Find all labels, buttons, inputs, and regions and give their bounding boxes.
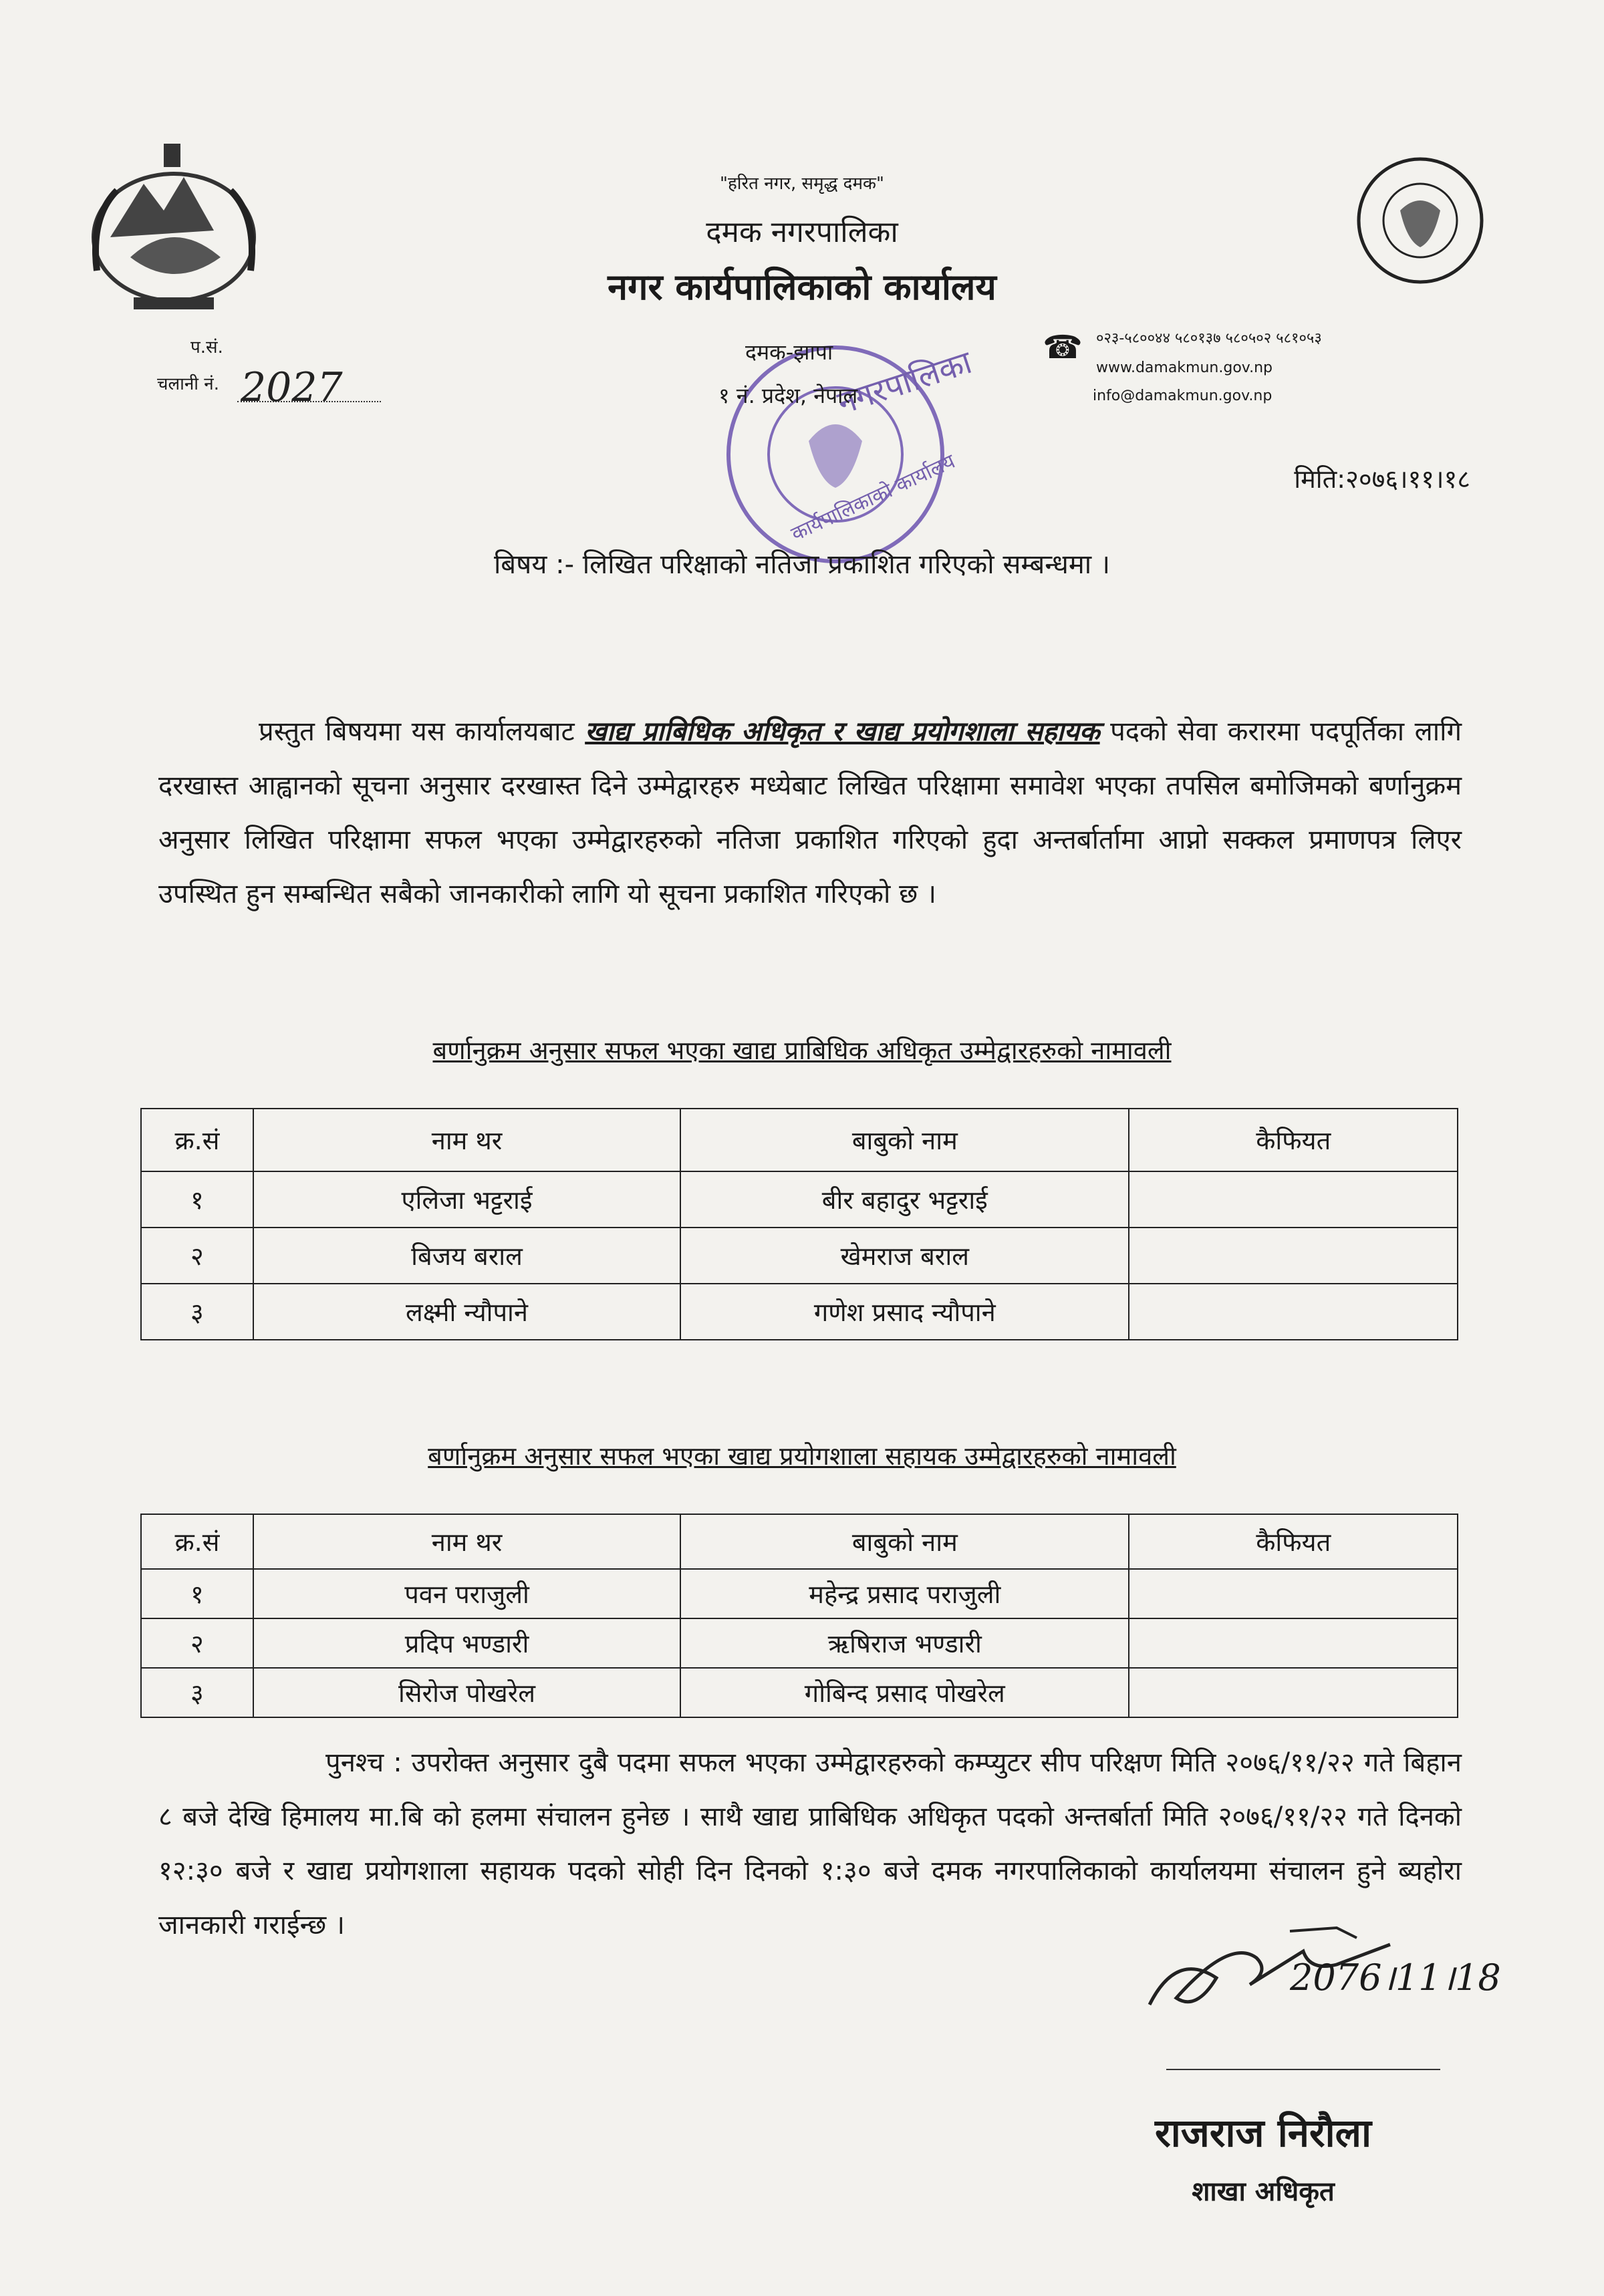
cell-father-name: महेन्द्र प्रसाद पराजुली (680, 1569, 1129, 1618)
cell-remarks (1129, 1618, 1458, 1668)
cell-serial: १ (141, 1171, 253, 1228)
cell-remarks (1129, 1171, 1458, 1228)
col-father-name: बाबुको नाम (680, 1109, 1129, 1171)
col-serial: क्र.सं (141, 1514, 253, 1569)
cell-serial: ३ (141, 1284, 253, 1340)
table-row (141, 1569, 1458, 1618)
col-father-name: बाबुको नाम (680, 1514, 1129, 1569)
col-serial: क्र.सं (141, 1109, 253, 1171)
address-line-1: दमक-झापा (745, 339, 833, 365)
table-row (141, 1618, 1458, 1668)
phone-icon: ☎ (1043, 329, 1083, 366)
cell-name: पवन पराजुली (253, 1569, 680, 1618)
cell-name: लक्ष्मी न्यौपाने (253, 1284, 680, 1340)
cell-serial: १ (141, 1569, 253, 1618)
cell-serial: २ (141, 1228, 253, 1284)
cell-father-name: गणेश प्रसाद न्यौपाने (680, 1284, 1129, 1340)
postscript: पुनश्च : उपरोक्त अनुसार दुबै पदमा सफल भएका उम्मेद्वारहरुको कम्प्युटर सीप परिक्षण मिति २०७६/११/२२ गते बिहान ८ बजे देखि हिमालय मा.बि को हलमा संचालन हुनेछ । साथै खाद्य प्राबिधिक अधिकृत पदको अन्तर्बार्ता मिति २०७६/११/२२ गते दिनको १२:३० बजे र खाद्य प्रयोगशाला सहायक पदको सोही दिन दिनको १:३० बजे दमक नगरपालिकाको कार्यालयमा संचालन हुने ब्यहोरा जानकारी गराईन्छ । (158, 1747, 1462, 1941)
cell-remarks (1129, 1228, 1458, 1284)
body-intro: प्रस्तुत बिषयमा यस कार्यालयबाट (259, 716, 585, 747)
body-posts: खाद्य प्राबिधिक अधिकृत र खाद्य प्रयोगशाला सहायक (585, 716, 1100, 747)
col-name: नाम थर (253, 1514, 680, 1569)
cell-father-name: खेमराज बराल (680, 1228, 1129, 1284)
body-paragraph (158, 705, 1462, 921)
table-row (141, 1171, 1458, 1228)
table-header-row (141, 1109, 1458, 1171)
chalani-label: चलानी नं. (157, 374, 219, 394)
signer-designation: शाखा अधिकृत (1192, 2176, 1335, 2207)
table-row (141, 1228, 1458, 1284)
email: info@damakmun.gov.np (1093, 388, 1273, 404)
chalani-number: 2027 (241, 364, 343, 411)
phone-numbers: ०२३-५८००४४ ५८०१३७ ५८०५०२ ५८१०५३ (1096, 330, 1322, 347)
cell-remarks (1129, 1569, 1458, 1618)
cell-remarks (1129, 1668, 1458, 1717)
cell-remarks (1129, 1284, 1458, 1340)
address-line-2: १ नं. प्रदेश, नेपाल (718, 383, 858, 408)
slogan: "हरित नगर, समृद्ध दमक" (720, 174, 884, 194)
cell-father-name: बीर बहादुर भट्टराई (680, 1171, 1129, 1228)
body-rest: पदको सेवा करारमा पदपूर्तिका लागि दरखास्त आह्वानको सूचना अनुसार दरखास्त दिने उम्मेद्वारहरु मध्येबाट लिखित परिक्षामा समावेश भएका तपसिल बमोजिमको बर्णानुक्रम अनुसार लिखित परिक्षामा सफल भएका उम्मेद्वारहरुको नतिजा प्रकाशित गरिएको हुदा अन्तर्बार्तामा आप्नो सक्कल प्रमाणपत्र लिएर उपस्थित हुन सम्बन्धित सबैको जानकारीको लागि यो सूचना प्रकाशित गरिएको छ । (158, 716, 1462, 909)
table-row (141, 1668, 1458, 1717)
office-name: नगर कार्यपालिकाको कार्यालय (608, 266, 996, 308)
signature-date: 2076।11।18 (1290, 1957, 1501, 1999)
table1 (140, 1108, 1458, 1340)
chalani-underline (237, 401, 381, 402)
municipality-name: दमक नगरपालिका (706, 215, 898, 249)
table-header-row (141, 1514, 1458, 1569)
subject: बिषय :- लिखित परिक्षाको नतिजा प्रकाशित गरिएको सम्बन्धमा । (493, 549, 1111, 580)
cell-name: बिजय बराल (253, 1228, 680, 1284)
signer-name: राजराज निरौला (1154, 2110, 1372, 2156)
cell-serial: ३ (141, 1668, 253, 1717)
table-row (141, 1284, 1458, 1340)
col-remarks: कैफियत (1129, 1514, 1458, 1569)
signature-line (1166, 2069, 1440, 2070)
cell-serial: २ (141, 1618, 253, 1668)
table1-title: बर्णानुक्रम अनुसार सफल भएका खाद्य प्राबिधिक अधिकृत उम्मेद्वारहरुको नामावली (432, 1036, 1172, 1065)
col-remarks: कैफियत (1129, 1109, 1458, 1171)
table2 (140, 1514, 1458, 1718)
cell-name: एलिजा भट्टराई (253, 1171, 680, 1228)
stamp-text: नगरपालिका (833, 343, 976, 422)
cell-name: प्रदिप भण्डारी (253, 1618, 680, 1668)
col-name: नाम थर (253, 1109, 680, 1171)
website: www.damakmun.gov.np (1096, 360, 1273, 376)
cell-father-name: ऋषिराज भण्डारी (680, 1618, 1129, 1668)
cell-father-name: गोबिन्द प्रसाद पोखरेल (680, 1668, 1129, 1717)
stamp-subtext: कार्यपालिकाको कार्यालय (787, 450, 959, 547)
ps-label: प.सं. (190, 337, 223, 357)
cell-name: सिरोज पोखरेल (253, 1668, 680, 1717)
letter-date: मिति:२०७६।११।१८ (1294, 464, 1470, 494)
table2-title: बर्णानुक्रम अनुसार सफल भएका खाद्य प्रयोगशाला सहायक उम्मेद्वारहरुको नामावली (428, 1441, 1176, 1471)
